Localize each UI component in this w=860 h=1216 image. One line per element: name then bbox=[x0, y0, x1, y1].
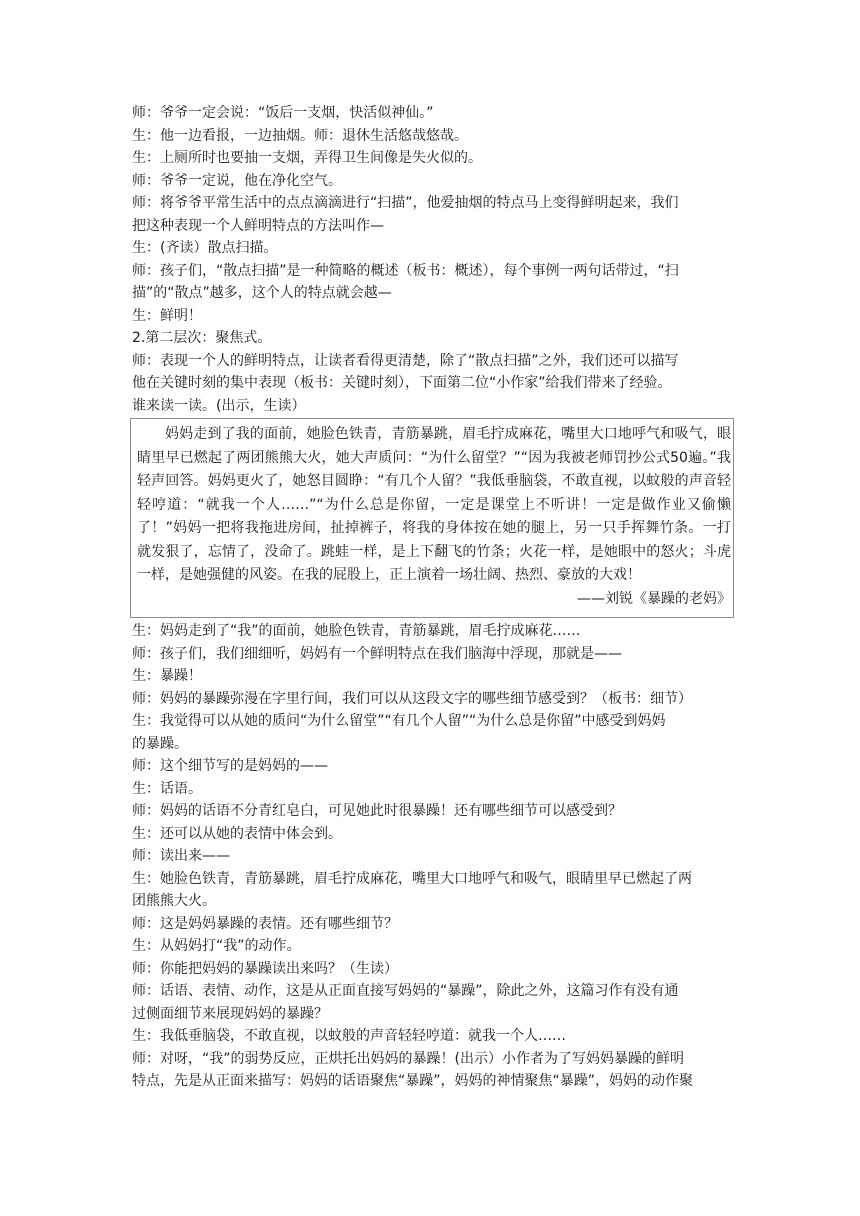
text-line: 师：你能把妈妈的暴躁读出来吗？（生读） bbox=[132, 960, 398, 977]
text-line: 生：还可以从她的表情中体会到。 bbox=[132, 825, 342, 842]
text-line: 生：(齐读）散点扫描。 bbox=[132, 240, 278, 256]
text-line: 的暴躁。 bbox=[132, 735, 188, 752]
text-line: 生：我觉得可以从她的质问“为什么留堂”“有几个人留”“为什么总是你留”中感受到妈妈 bbox=[132, 713, 666, 729]
text-line: 生：她脸色铁青，青筋暴跳，眉毛拧成麻花，嘴里大口地呼气和吸气，眼睛里早已燃起了两 bbox=[132, 870, 692, 887]
text-line: 师：孩子们，我们细细听，妈妈有一个鲜明特点在我们脑海中浮现，那就是—— bbox=[132, 645, 622, 662]
text-line: 团熊熊大火。 bbox=[132, 893, 216, 909]
text-line: 过侧面细节来展现妈妈的暴躁？ bbox=[132, 1005, 328, 1022]
text-line: 生：鲜明！ bbox=[132, 307, 202, 324]
text-line: 把这种表现一个人鲜明特点的方法叫作— bbox=[132, 217, 384, 234]
text-line: 师：将爷爷平常生活中的点点滴滴进行“扫描”，他爱抽烟的特点马上变得鲜明起来，我们 bbox=[132, 195, 679, 211]
text-line: 生：他一边看报，一边抽烟。师：退休生活悠哉悠哉。 bbox=[132, 127, 468, 144]
text-line: 生：话语。 bbox=[132, 780, 202, 797]
text-line: 师：读出来—— bbox=[132, 848, 230, 864]
text-line: 生：上厕所时也要抽一支烟，弄得卫生间像是失火似的。 bbox=[132, 150, 482, 166]
text-line: 生：从妈妈打“我”的动作。 bbox=[132, 938, 301, 954]
text-line: 生：妈妈走到了“我”的面前，她脸色铁青，青筋暴跳，眉毛拧成麻花…… bbox=[132, 623, 581, 639]
text-line: 师：这是妈妈暴躁的表情。还有哪些细节？ bbox=[132, 915, 398, 932]
text-line: 师：话语、表情、动作，这是从正面直接写妈妈的“暴躁”，除此之外，这篇习作有没有通 bbox=[132, 983, 679, 999]
text-line: 谁来读一读。(出示，生读） bbox=[132, 397, 306, 414]
section-heading: 2.第二层次：聚焦式。 bbox=[132, 330, 272, 346]
text-line: 生：我低垂脑袋，不敢直视，以蚊般的声音轻轻哼道：就我一个人…… bbox=[132, 1028, 566, 1044]
text-line: 师：表现一个人的鲜明特点，让读者看得更清楚，除了“散点扫描”之外，我们还可以描写 bbox=[132, 352, 679, 369]
excerpt-source: ——刘锐《暴躁的老妈》 bbox=[577, 590, 731, 607]
text-line: 师：对呀，“我”的弱势反应，正烘托出妈妈的暴躁！(出示）小作者为了写妈妈暴躁的鲜明 bbox=[132, 1050, 684, 1067]
excerpt-box bbox=[130, 418, 734, 618]
text-line: 描”的“散点”越多，这个人的特点就会越— bbox=[132, 285, 392, 301]
text-line: 师：爷爷一定说，他在净化空气。 bbox=[132, 172, 342, 189]
text-line: 师：妈妈的话语不分青红皂白，可见她此时很暴躁！还有哪些细节可以感受到？ bbox=[132, 803, 622, 819]
text-line: 师：孩子们，“散点扫描”是一种简略的概述（板书：概述），每个事例一两句话带过，“扫 bbox=[132, 262, 679, 279]
text-line: 生：暴躁！ bbox=[132, 668, 202, 684]
text-line: 他在关键时刻的集中表现（板书：关键时刻），下面第二位“小作家”给我们带来了经验。 bbox=[132, 375, 672, 391]
text-line: 师：妈妈的暴躁弥漫在字里行间，我们可以从这段文字的哪些细节感受到？（板书：细节） bbox=[132, 690, 692, 707]
document-page bbox=[132, 102, 732, 1093]
dialogue-before bbox=[132, 102, 732, 417]
text-line: 特点，先是从正面来描写：妈妈的话语聚焦“暴躁”，妈妈的神情聚焦“暴躁”，妈妈的动作聚 bbox=[132, 1073, 694, 1089]
dialogue-after bbox=[132, 620, 732, 1093]
text-line: 师：这个细节写的是妈妈的—— bbox=[132, 758, 328, 774]
excerpt-text: 妈妈走到了我的面前，她脸色铁青，青筋暴跳，眉毛拧成麻花，嘴里大口地呼气和吸气，眼睛里早已燃起了两团熊熊大火，她大声质问：“为什么留堂？”“因为我被老师罚抄公式50遍。”我轻声回答。妈妈更火了，她怒目圆睁：“有几个人留？”我低垂脑袋，不敢直视，以蚊般的声音轻轻哼道：“就我一个人……”“为什么总是你留，一定是课堂上不听讲！一定是做作业又偷懒了！”妈妈一把将我拖进房间，扯掉裤子，将我的身体按在她的腿上，另一只手挥舞竹条。一打就发狠了，忘情了，没命了。跳蛙一样，是上下翻飞的竹条；火花一样，是她眼中的怒火；斗虎一样，是她强健的风姿。在我的屁股上，正上演着一场壮阔、热烈、豪放的大戏！ bbox=[137, 426, 731, 583]
text-line: 师：爷爷一定会说：“饭后一支烟，快活似神仙。” bbox=[132, 105, 434, 121]
